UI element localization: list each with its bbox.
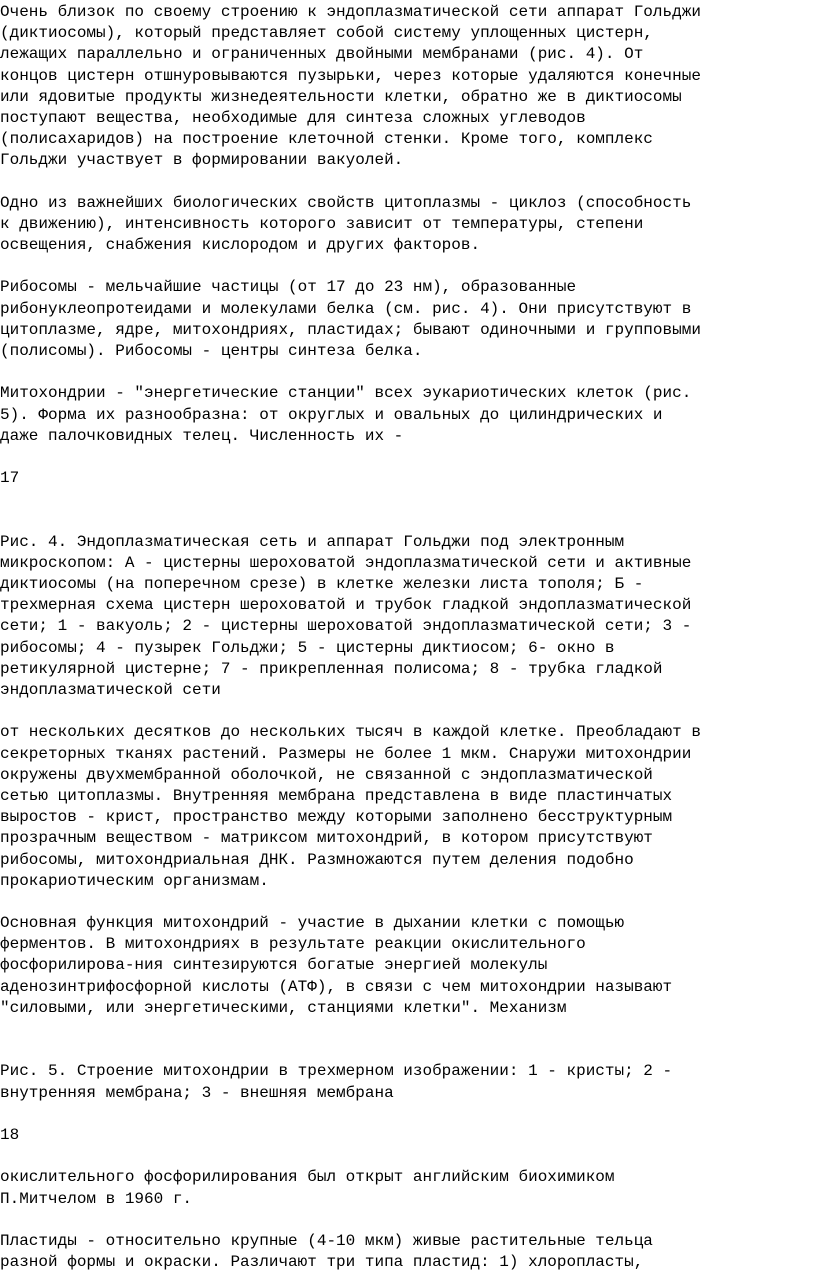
mitochondria-paragraph (0, 383, 816, 447)
text-line: внутренняя мембрана; 3 - внешняя мембрана (0, 1083, 394, 1102)
text-line: Пластиды - относительно крупные (4-10 мкм) живые растительные тельца (0, 1231, 653, 1250)
text-line: "силовыми, или энергетическими, станциями клетки". Механизм (0, 998, 567, 1017)
text-line: сетью цитоплазмы. Внутренняя мембрана представлена в виде пластинчатых (0, 786, 673, 805)
text-line: поступают вещества, необходимые для синтеза сложных углеводов (0, 108, 586, 127)
document-text (0, 2, 816, 1273)
text-line: аденозинтрифосфорной кислоты (АТФ), в связи с чем митохондрии называют (0, 977, 673, 996)
golgi-paragraph (0, 2, 816, 172)
page-number-17 (0, 468, 816, 489)
text-line: сети; 1 - вакуоль; 2 - цистерны шероховатой эндоплазматической сети; 3 - (0, 617, 692, 636)
text-line: рибонуклеопротеидами и молекулами белка (см. рис. 4). Они присутствуют в (0, 299, 692, 318)
mitchell-paragraph (0, 1167, 816, 1209)
paragraph-spacer (0, 447, 816, 468)
text-line: выростов - крист, пространство между которыми заполнено бесструктурным (0, 808, 673, 827)
plastids-paragraph (0, 1231, 816, 1273)
text-line: окислительного фосфорилирования был открыт английским биохимиком (0, 1168, 615, 1187)
text-line: 5). Форма их разнообразна: от округлых и овальных до цилиндрических и (0, 405, 663, 424)
text-line: Гольджи участвует в формировании вакуолей. (0, 151, 404, 170)
text-line: Одно из важнейших биологических свойств цитоплазмы - циклоз (способность (0, 193, 692, 212)
figure-4-caption (0, 532, 816, 702)
text-line: микроскопом: А - цистерны шероховатой эндоплазматической сети и активные (0, 553, 692, 572)
paragraph-spacer (0, 1146, 816, 1167)
text-line: эндоплазматической сети (0, 681, 221, 699)
paragraph-spacer (0, 1210, 816, 1231)
ribosomes-paragraph (0, 277, 816, 362)
text-line: к движению), интенсивность которого зависит от температуры, степени (0, 214, 644, 233)
text-line: (диктиосомы), который представляет собой систему уплощенных цистерн, (0, 24, 653, 43)
text-line: прозрачным веществом - матриксом митохондрий, в котором присутствуют (0, 829, 653, 848)
text-line: диктиосомы (на поперечном срезе) в клетке железки листа тополя; Б - (0, 575, 644, 594)
text-line: или ядовитые продукты жизнедеятельности клетки, обратно же в диктиосомы (0, 87, 682, 106)
text-line: прокариотическим организмам. (0, 871, 269, 890)
paragraph-spacer (0, 701, 816, 722)
text-line: от нескольких десятков до нескольких тысяч в каждой клетке. Преобладают в (0, 723, 701, 742)
paragraph-spacer (0, 892, 816, 913)
text-line: Очень близок по своему строению к эндоплазматической сети аппарат Гольджи (0, 3, 701, 21)
text-line: фосфорилирова-ния синтезируются богатые энергией молекулы (0, 956, 548, 975)
paragraph-spacer (0, 362, 816, 383)
text-line: 17 (0, 469, 20, 488)
text-line: концов цистерн отшнуровываются пузырьки, через которые удаляются конечные (0, 66, 701, 85)
text-line: Основная функция митохондрий - участие в дыхании клетки с помощью (0, 914, 625, 933)
page-number-18 (0, 1125, 816, 1146)
text-line: П.Митчелом в 1960 г. (0, 1189, 193, 1208)
text-line: трехмерная схема цистерн шероховатой и трубок гладкой эндоплазматической (0, 596, 692, 615)
text-line: лежащих параллельно и ограниченных двойными мембранами (рис. 4). От (0, 45, 644, 64)
text-line: Митохондрии - "энергетические станции" всех эукариотических клеток (рис. (0, 384, 692, 403)
text-line: Рис. 4. Эндоплазматическая сеть и аппарат Гольджи под электронным (0, 532, 625, 551)
text-line: (полисомы). Рибосомы - центры синтеза белка. (0, 342, 423, 360)
text-line: разной формы и окраски. Различают три типа пластид: 1) хлоропласты, (0, 1253, 644, 1272)
text-line: окружены двухмембранной оболочкой, не связанной с эндоплазматической (0, 765, 653, 784)
figure-spacer (0, 1040, 816, 1061)
paragraph-spacer (0, 1104, 816, 1125)
mitochondria-function-paragraph (0, 913, 816, 1019)
text-line: рибосомы; 4 - пузырек Гольджи; 5 - цистерны диктиосом; 6- окно в (0, 638, 615, 657)
paragraph-spacer (0, 256, 816, 277)
text-line: 18 (0, 1125, 20, 1144)
figure-5-caption (0, 1061, 816, 1103)
text-line: даже палочковидных телец. Численность их - (0, 426, 404, 445)
text-line: цитоплазме, ядре, митохондриях, пластидах; бывают одиночными и групповыми (0, 320, 701, 339)
text-line: ретикулярной цистерне; 7 - прикрепленная полисома; 8 - трубка гладкой (0, 659, 663, 678)
figure-spacer (0, 511, 816, 532)
text-line: освещения, снабжения кислородом и других факторов. (0, 236, 481, 255)
text-line: Рис. 5. Строение митохондрии в трехмерном изображении: 1 - кристы; 2 - (0, 1062, 673, 1081)
cyclosis-paragraph (0, 193, 816, 257)
paragraph-spacer (0, 172, 816, 193)
document-page (0, 2, 816, 1273)
text-line: секреторных тканях растений. Размеры не более 1 мкм. Снаружи митохондрии (0, 744, 692, 763)
text-line: (полисахаридов) на построение клеточной стенки. Кроме того, комплекс (0, 130, 653, 149)
paragraph-spacer (0, 1019, 816, 1040)
mitochondria-count-paragraph (0, 722, 816, 892)
text-line: Рибосомы - мельчайшие частицы (от 17 до 23 нм), образованные (0, 278, 577, 297)
paragraph-spacer (0, 489, 816, 510)
text-line: ферментов. В митохондриях в результате реакции окислительного (0, 935, 586, 954)
text-line: рибосомы, митохондриальная ДНК. Размножаются путем деления подобно (0, 850, 634, 869)
